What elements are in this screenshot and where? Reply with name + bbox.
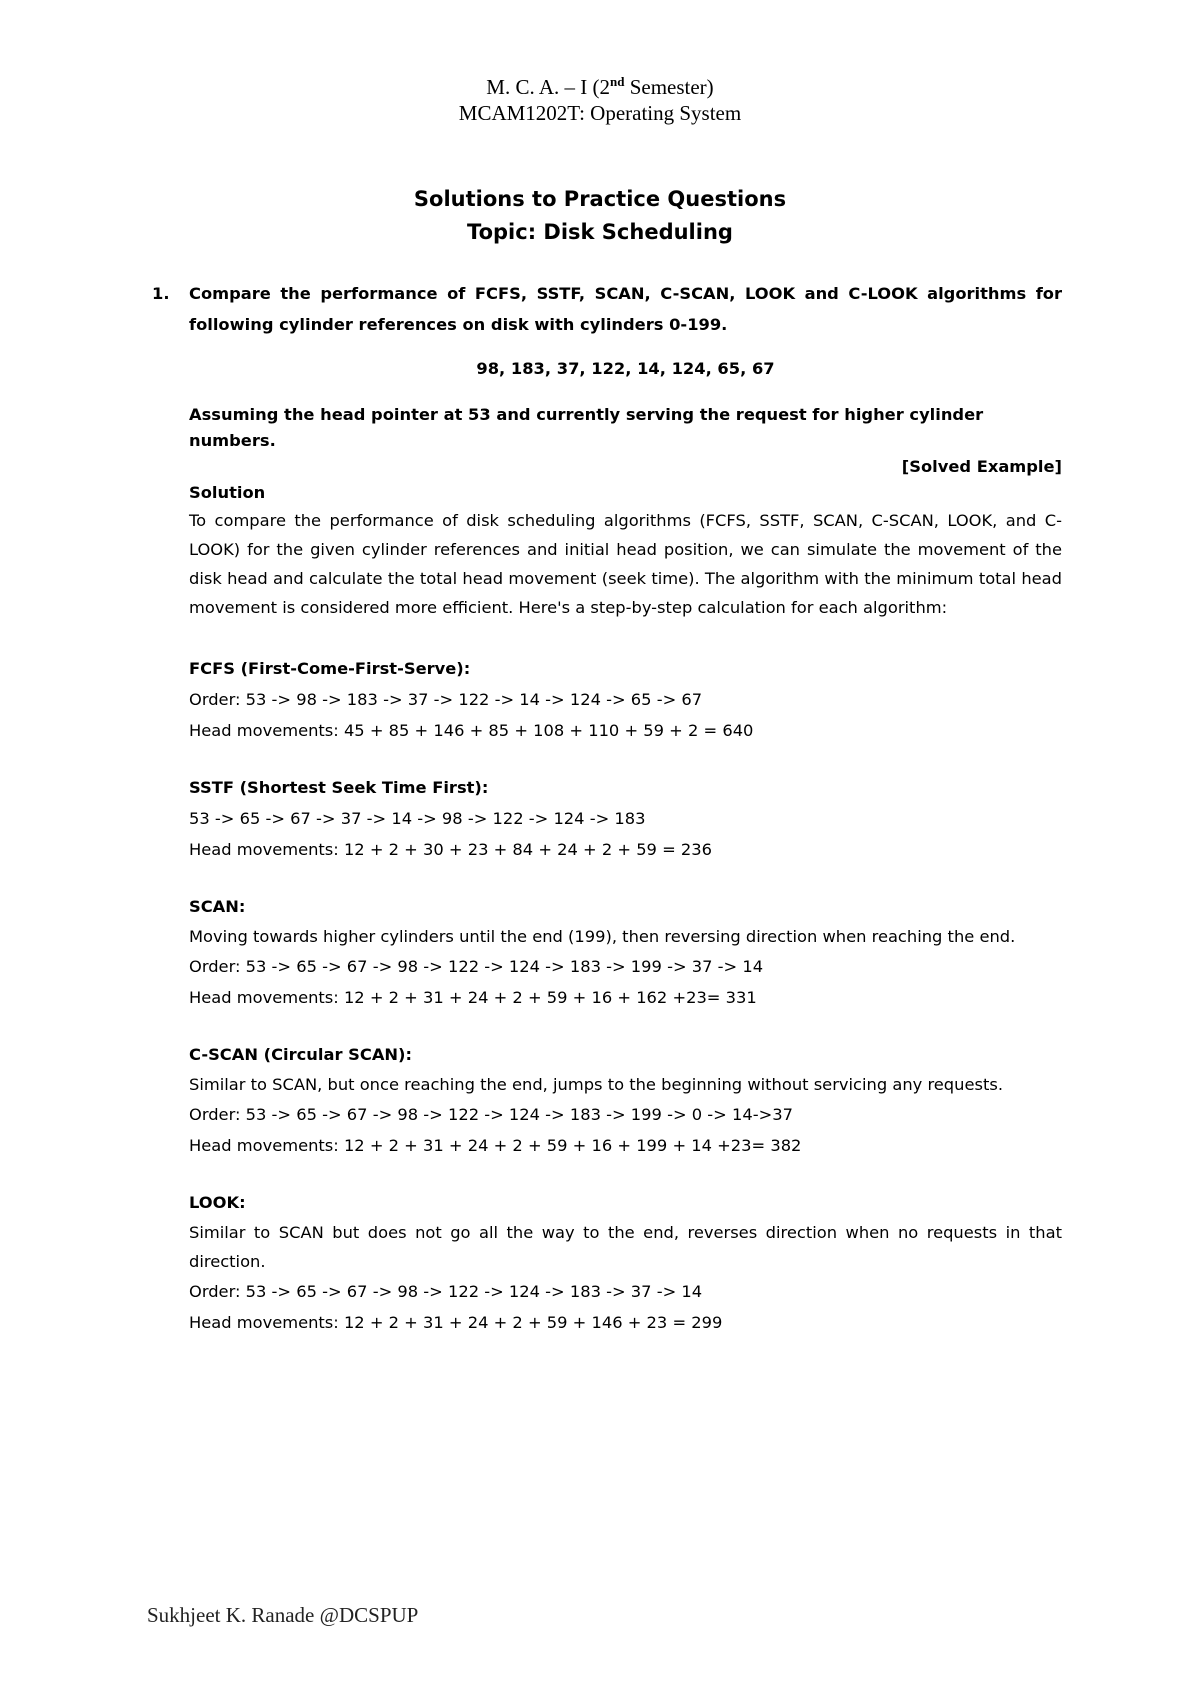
look-order: Order: 53 -> 65 -> 67 -> 98 -> 122 -> 124 -> 183 -> 37 -> 14 (189, 1282, 703, 1301)
cylinder-references: 98, 183, 37, 122, 14, 124, 65, 67 (476, 359, 775, 378)
sstf-order: 53 -> 65 -> 67 -> 37 -> 14 -> 98 -> 122 -> 124 -> 183 (189, 809, 646, 828)
solution-heading: Solution (189, 483, 266, 502)
scan-title: SCAN: (189, 897, 246, 916)
cscan-movements: Head movements: 12 + 2 + 31 + 24 + 2 + 59 + 16 + 199 + 14 +23= 382 (189, 1136, 802, 1155)
sstf-movements: Head movements: 12 + 2 + 30 + 23 + 84 + 24 + 2 + 59 = 236 (189, 840, 712, 859)
page-titles (0, 183, 1200, 249)
look-description: Similar to SCAN but does not go all the way to the end, reverses direction when no requests in that direction. (189, 1223, 1062, 1271)
cscan-order: Order: 53 -> 65 -> 67 -> 98 -> 122 -> 124 -> 183 -> 199 -> 0 -> 14->37 (189, 1105, 793, 1124)
scan-order: Order: 53 -> 65 -> 67 -> 98 -> 122 -> 124 -> 183 -> 199 -> 37 -> 14 (189, 957, 764, 976)
solved-example-tag: [Solved Example] (901, 457, 1062, 476)
topic-title: Topic: Disk Scheduling (467, 220, 733, 244)
cscan-title: C-SCAN (Circular SCAN): (189, 1045, 413, 1064)
footer-author: Sukhjeet K. Ranade @DCSPUP (147, 1603, 419, 1627)
semester-superscript: nd (609, 74, 625, 89)
fcfs-order: Order: 53 -> 98 -> 183 -> 37 -> 122 -> 14 -> 124 -> 65 -> 67 (189, 690, 703, 709)
scan-description: Moving towards higher cylinders until the end (199), then reversing direction when reaching the end. (189, 927, 1016, 946)
fcfs-title: FCFS (First-Come-First-Serve): (189, 659, 471, 678)
cscan-description: Similar to SCAN, but once reaching the end, jumps to the beginning without servicing any requests. (189, 1075, 1004, 1094)
question-text: 1. Compare the performance of FCFS, SSTF, SCAN, C-SCAN, LOOK and C-LOOK algorithms for following cylinder references on disk with cylinders 0-199. (189, 278, 1062, 340)
sstf-title: SSTF (Shortest Seek Time First): (189, 778, 489, 797)
look-title: LOOK: (189, 1193, 246, 1212)
scan-movements: Head movements: 12 + 2 + 31 + 24 + 2 + 59 + 16 + 162 +23= 331 (189, 988, 757, 1007)
subject-line: MCAM1202T: Operating System (458, 101, 742, 125)
document-header (0, 74, 1200, 126)
question-number: 1. (152, 284, 170, 303)
fcfs-movements: Head movements: 45 + 85 + 146 + 85 + 108 + 110 + 59 + 2 = 640 (189, 721, 754, 740)
solution-intro: To compare the performance of disk scheduling algorithms (FCFS, SSTF, SCAN, C-SCAN, LOOK, and C-LOOK) for the given cylinder references and initial head position, we can simulate the movement of the disk head and calculate the total head movement (seek time). The algorithm with the minimum total head movement is considered more efficient. Here's a step-by-step calculation for each algorithm: (189, 511, 1062, 617)
assumption-text: Assuming the head pointer at 53 and currently serving the request for higher cylinder numbers. (189, 405, 984, 450)
look-movements: Head movements: 12 + 2 + 31 + 24 + 2 + 59 + 146 + 23 = 299 (189, 1313, 723, 1332)
course-line: M. C. A. – I (2nd Semester) (486, 74, 714, 99)
document-body (152, 278, 1062, 1338)
page-title: Solutions to Practice Questions (413, 187, 787, 211)
